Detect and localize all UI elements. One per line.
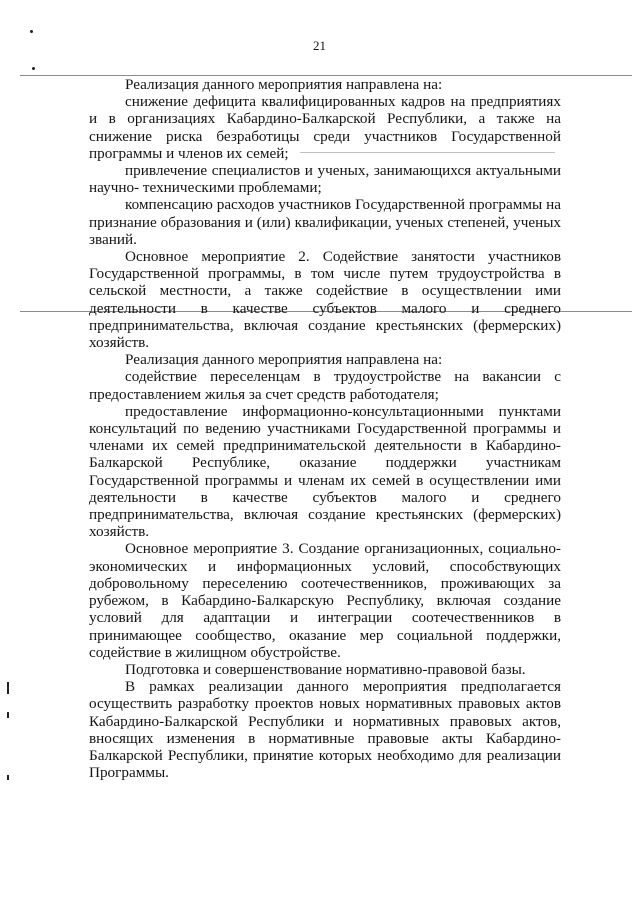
paragraph: В рамках реализации данного мероприятия предполагается осуществить разработку проектов новых нормативных правовых актов Кабардино-Балкарской Республики и нормативных правовых актов, вносящих изменения в нормативные правовые акты Кабардино-Балкарской Республики, принятие которых необходимо для реализации Программы. <box>89 678 561 782</box>
scan-artifact-dot <box>32 67 35 70</box>
paragraph: содействие переселенцам в трудоустройстве на вакансии с предоставлением жилья за счет средств работодателя; <box>89 368 561 403</box>
scan-artifact-dot <box>7 712 9 718</box>
paragraph: снижение дефицита квалифицированных кадров на предприятиях и в организациях Кабардино-Балкарской Республики, а также на снижение риска безработицы среди участников Государственной программы и членов их семей; <box>89 93 561 162</box>
document-body <box>89 76 561 781</box>
scan-artifact-dot <box>7 775 9 780</box>
paragraph: Основное мероприятие 3. Создание организационных, социально-экономических и информационных условий, способствующих добровольному переселению соотечественников, проживающих за рубежом, в Кабардино-Балкарскую Республику, включая создание условий для адаптации и интеграции соотечественников в принимающее сообщество, оказание мер социальной поддержки, содействие в жилищном обустройстве. <box>89 540 561 661</box>
paragraph: компенсацию расходов участников Государственной программы на признание образования и (или) квалификации, ученых степеней, ученых званий. <box>89 196 561 248</box>
paragraph: Основное мероприятие 2. Содействие занятости участников Государственной программы, в том числе путем трудоустройства в сельской местности, а также содействие в осуществлении ими деятельности в качестве субъектов малого и среднего предпринимательства, включая создание крестьянских (фермерских) хозяйств. <box>89 248 561 352</box>
page-number: 21 <box>313 38 326 53</box>
scan-artifact-dot <box>30 30 33 33</box>
paragraph: Подготовка и совершенствование нормативно-правовой базы. <box>125 660 526 678</box>
scan-artifact-dot <box>7 682 9 694</box>
paragraph: привлечение специалистов и ученых, занимающихся актуальными научно- техническими проблемами; <box>89 162 561 197</box>
paragraph: Реализация данного мероприятия направлена на: <box>125 76 443 93</box>
paragraph: предоставление информационно-консультационными пунктами консультаций по ведению участниками Государственной программы и членами их семей предпринимательской деятельности в Кабардино-Балкарской Республике, оказание поддержки участникам Государственной программы и членам их семей в осуществлении ими деятельности в качестве субъектов малого и среднего предпринимательства, включая создание крестьянских (фермерских) хозяйств. <box>89 402 561 541</box>
paragraph: Реализация данного мероприятия направлена на: <box>125 351 443 369</box>
